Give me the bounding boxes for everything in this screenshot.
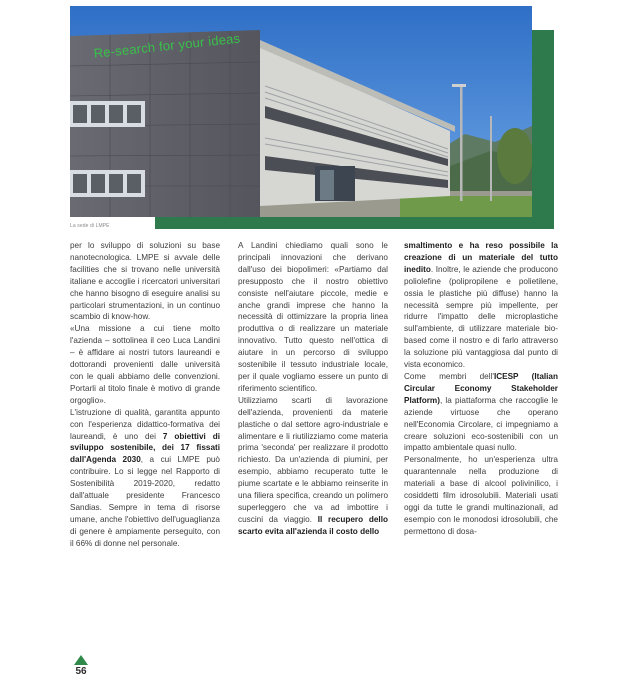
page-number: 56 <box>75 666 87 677</box>
paragraph-text: L'istruzione di qualità, garantita appunto con l'esperienza didattico-formativa dei laureandi, è uno dei <box>70 407 220 441</box>
paragraph: A Landini chiediamo quali sono le principali innovazioni che derivano dall'uso dei biopolimeri: «Partiamo dal presupposto che il nostro obiettivo consiste nell'aiutare piccole, medie e anche grandi imprese che hanno la necessità di ottimizzare la propria linea produttiva o di realizzare un materiale innovativo. Tutto questo nell'ottica di aiutare in un percorso di sviluppo sostenibile il tessuto industriale locale, per il quale vogliamo essere un punto di riferimento scientifico. <box>238 241 388 393</box>
highlight-text: Il recupero dello scarto evita all'azienda il costo dello <box>238 514 388 536</box>
paragraph <box>404 371 558 454</box>
paragraph-text: , la piattaforma che raccoglie le aziende virtuose che operano nell'Economia Circolare, ci impegniamo a creare soluzioni eco-sostenibili con un impatto ambientale quasi nullo. <box>404 395 558 453</box>
photo-credit: La sede di LMPE <box>70 223 110 229</box>
paragraph: «Una missione a cui tiene molto l'azienda – sottolinea il ceo Luca Landini – è affidare ai nostri tutors laureandi e dottorandi provenienti dalle università con le quali abbiamo delle convenzioni. Portarli al titolo finale è motivo di grande orgoglio». <box>70 324 220 405</box>
article-body <box>70 240 558 635</box>
article-column-2 <box>238 240 388 538</box>
building-photo <box>70 6 532 217</box>
photo-overlay-text: Re-search for your ideas <box>93 30 241 61</box>
paragraph: Personalmente, ho un'esperienza ultra quarantennale nella produzione di materiali a base di alcool polivinilico, i cosiddetti film idrosolubili. Materiali usati oggi da tutte le grandi multinazionali, ad esempio con le monodosi idrosolubili, che permettono di dosa- <box>404 455 558 536</box>
article-column-3 <box>404 240 558 538</box>
page-number-marker <box>70 655 92 677</box>
article-column-1 <box>70 240 220 550</box>
paragraph-text: . Inoltre, le aziende che producono poliolefine (polipropilene e polietilene, ossia le plastiche più diffuse) hanno la necessità sempre più impellente, per ridurre l'impatto delle microplastiche sull'ambiente, di utilizzare materiale bio-based come il nostro e di farlo attraverso la soluzione più vantaggiosa dal punto di vista economico. <box>404 264 558 370</box>
highlight-text: smaltimento e ha reso possibile la creazione di un materiale del tutto inedito <box>404 241 558 274</box>
paragraph: per lo sviluppo di soluzioni su base nanotecnologica. LMPE si avvale delle facilities che si trovano nelle università italiane e accoglie i ricercatori universitari che hanno bisogno di eseguire analisi su particolari strumentazioni, in un continuo scambio di know-how. <box>70 241 220 322</box>
paragraph <box>238 395 388 538</box>
paragraph <box>70 407 220 550</box>
paragraph <box>404 240 558 371</box>
highlight-text: 7 obiettivi di sviluppo sostenibile, dei 17 fissati dall'Agenda 2030 <box>70 431 220 465</box>
building-illustration <box>70 6 532 217</box>
paragraph-text: Come membri dell' <box>404 371 494 381</box>
triangle-up-icon <box>74 655 88 665</box>
paragraph-text: Utilizziamo scarti di lavorazione dell'azienda, provenienti da materie plastiche o dal settore agro-industriale e alimentare e li riutilizziamo come materia prima 'seconda' per realizzare il prodotto richiesto. Da un'azienda di piumini, per esempio, abbiamo recuperato tutte le piume scartate e le abbiamo reinserite in una filiera specifica, creando un polimero superleggero che va ad imbottire i cuscini da viaggio. <box>238 395 388 524</box>
paragraph-text: , a cui LMPE può contribuire. Lo si legge nel Rapporto di Sostenibilità 2019-2020, redatto dall'attuale presidente Francesco Sandias. Sempre in tema di risorse umane, anche l'obiettivo dell'uguaglianza di genere è ampiamente perseguito, con il 66% di donne nel personale. <box>70 455 220 548</box>
highlight-text: ICESP (Italian Circular Economy Stakeholder Platform) <box>404 371 558 405</box>
